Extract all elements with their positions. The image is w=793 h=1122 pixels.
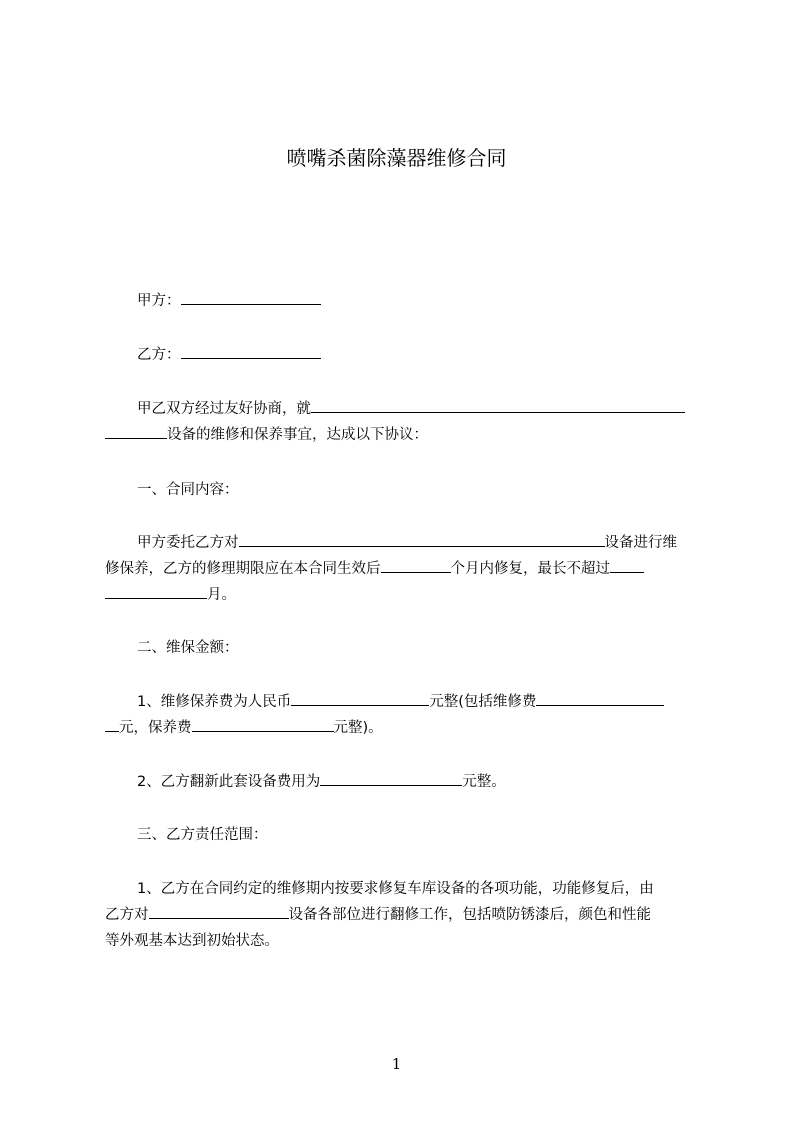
section2-heading: 二、维保金额： (137, 640, 239, 656)
s1-months-blank (381, 559, 451, 573)
section2-item1-line-2 (105, 718, 383, 738)
section2-item1-line-1 (137, 692, 664, 712)
s1-equipment-blank (239, 533, 605, 547)
section3-item1-line-3 (105, 931, 279, 951)
s3-equipment-blank (149, 905, 289, 919)
party-a-line (137, 291, 321, 311)
s2-item1-text-3: 元，保养费 (119, 720, 192, 736)
s1-max-blank (610, 559, 644, 573)
page-number: 1 (391, 1055, 402, 1073)
party-a-blank (181, 291, 321, 305)
s2-repair-fee-blank (536, 692, 664, 706)
s1-text-1: 甲方委托乙方对 (137, 535, 239, 551)
s1-text-5: 月。 (207, 587, 236, 603)
equipment-name-blank (311, 399, 685, 413)
intro-line-1 (137, 399, 685, 419)
s2-renovation-fee-blank (320, 772, 462, 786)
section3-item1-line-1 (137, 879, 654, 899)
s2-item2-text-1: 2、乙方翻新此套设备费用为 (137, 774, 321, 790)
s2-total-amount-blank (291, 692, 429, 706)
s2-maintenance-fee-blank (192, 718, 334, 732)
party-b-line (137, 345, 321, 365)
intro-text-1: 甲乙双方经过友好协商，就 (137, 401, 311, 417)
s1-text-2: 设备进行维 (604, 535, 677, 551)
s1-max-blank-cont (105, 585, 207, 599)
s2-item2-text-2: 元整。 (462, 774, 506, 790)
s3-item1-text-2: 乙方对 (105, 907, 149, 923)
s3-item1-text-1: 1、乙方在合同约定的维修期内按要求修复车库设备的各项功能，功能修复后，由 (137, 881, 654, 897)
intro-text-2: 设备的维修和保养事宜，达成以下协议： (167, 427, 428, 443)
contract-title: 喷嘴杀菌除藻器维修合同 (286, 146, 507, 170)
party-a-label: 甲方： (137, 293, 181, 309)
s2-item1-text-1: 1、维修保养费为人民币 (137, 694, 292, 710)
s1-text-4: 个月内修复，最长不超过 (450, 561, 610, 577)
equipment-name-blank-cont (105, 425, 167, 439)
s3-item1-text-4: 等外观基本达到初始状态。 (105, 933, 279, 949)
party-b-label: 乙方： (137, 347, 181, 363)
section1-line-3 (105, 585, 236, 605)
s1-text-3: 修保养，乙方的修理期限应在本合同生效后 (105, 561, 381, 577)
s2-repair-fee-blank-cont (105, 718, 119, 732)
s2-item1-text-4: 元整)。 (333, 720, 383, 736)
s3-item1-text-3: 设备各部位进行翻修工作，包括喷防锈漆后，颜色和性能 (288, 907, 651, 923)
s2-item1-text-2: 元整(包括维修费 (429, 694, 537, 710)
section2-item2-line (137, 772, 506, 792)
intro-line-2 (105, 425, 428, 445)
section1-line-1 (137, 533, 677, 553)
section3-heading: 三、乙方责任范围： (137, 827, 268, 843)
section1-heading: 一、合同内容： (137, 482, 239, 498)
party-b-blank (181, 345, 321, 359)
section1-line-2 (105, 559, 644, 579)
section3-item1-line-2 (105, 905, 651, 925)
